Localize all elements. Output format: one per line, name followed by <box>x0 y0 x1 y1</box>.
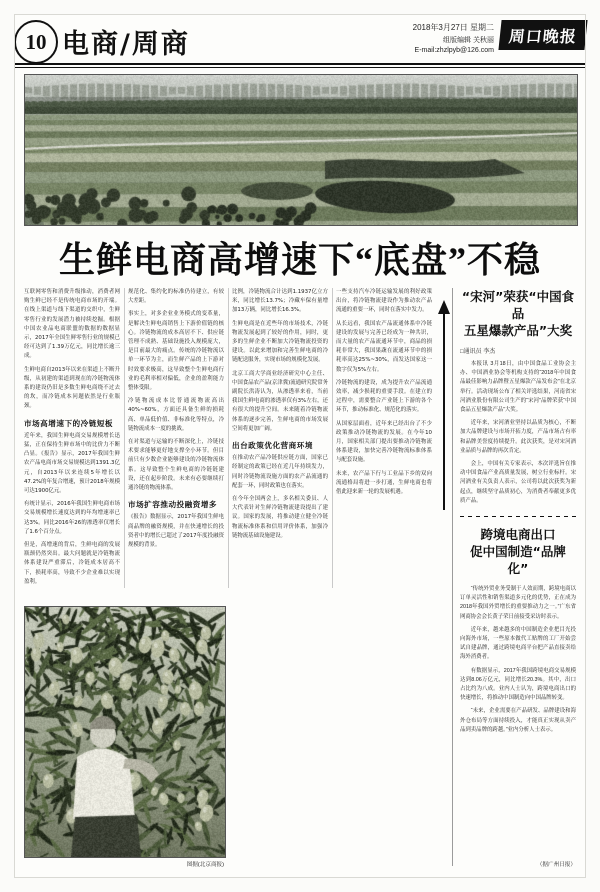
article-column <box>232 288 328 545</box>
page-number: 10 <box>14 20 58 64</box>
sidebar-paragraph: 本报讯 3月18日，由中国食品工业协会主办、中国酒业协会等机构支持的“2018年中国食品最佳影响力品牌暨五星爆款产品发布会”在北京举行。活动现场公布了相关评选结果，河南省宋河酒业股份有限公司生产的“宋河”品牌荣获“中国食品五星爆款产品”大奖。 <box>460 361 576 414</box>
contact-email: E-mail:zhzlpyb@126.com <box>414 47 494 54</box>
masthead-rule <box>14 63 586 65</box>
sidebar-article-2 <box>460 526 576 735</box>
sidebar2-body <box>460 585 576 735</box>
article-paragraph: 《报告》数据显示，2017年我国生鲜电商品牌的融资规模，并在快速增长的投资者中的增长已超过了2017年度投融资规模的背景。 <box>128 514 224 549</box>
article-paragraph: 在对渠道与运输的不断深化上，冷链技术要求能够更好地支撑全小环节。但目前只有少数企业能够建设的冷链物流体系。这导致整个生鲜电商的冷链链建设，还在起步阶段。未来有必要继续打通冷链的物流体系。 <box>128 439 224 492</box>
sidebar-paragraph: 有数据显示，2017年我国跨境电商交易规模达到8.06万亿元，同比增长20.3%。其中，出口占比约为八成。业内人士认为，跨境电商出口的快速增长，将推动中国制造向中国品牌转变。 <box>460 667 576 702</box>
headline-part-2: 不稳 <box>467 240 542 281</box>
column-divider <box>124 288 125 588</box>
headline-part-1: 生鲜电商高增速下 <box>58 240 355 281</box>
sidebar-article-1 <box>460 288 576 506</box>
article-paragraph: 近年来，我国生鲜电商交易规模增长迅猛，正在保持生鲜市场中的比价力不断凸显。《报告》显示，2017年我国生鲜农产品电商市场交易规模达到1391.3亿元，自2013年以来连续5年增长以47.2%的年复合增速，预计2018年规模可达1900亿元。 <box>24 432 120 495</box>
article-paragraph: 规范化、集约化的标准仍待建立，有较大差距。 <box>128 289 224 305</box>
sidebar-paragraph: 会上，中国有关专家表示，本次评选旨在推动中国食品产业高质量发展，树立行业标杆。宋河酒业有关负责人表示，公司将以此次获奖为新起点，继续坚守品质初心，为消费者奉献更多优质产品。 <box>460 461 576 504</box>
article-paragraph: 生鲜电商自2013年以来在渠道上不断升级，从初建的渠道到现在的冷链物流体系的建设仍旧是多数生鲜电商绕不过去的坎，而冷链成本问题依然是行业瓶颈。 <box>24 366 120 410</box>
masthead <box>14 20 586 64</box>
article-subheading: 市场扩容推动投融资增多 <box>128 500 218 510</box>
article-paragraph: 在今年全国两会上，多名相关委员、人大代表针对生鲜冷链物流建设提出了建议。国家的发展，将推动建立健全冷链物流标准体系和信用评价体系，加强冷链物流基础设施建设。 <box>232 496 328 539</box>
article-paragraph: 未来，农产品下行与工业品下乡的双向流通格局将进一步打通，生鲜电商也将借此迎来新一轮的发展机遇。 <box>336 470 432 496</box>
article-column <box>128 288 224 554</box>
rail-divider <box>452 288 453 866</box>
column-divider <box>332 288 333 588</box>
sidebar-paragraph: “传统外贸业务受制于人效而期，跨境电商以订单灵活性和销售渠道多元化的优势，正在成为2018年我国外贸增长的重要推动力之一。”广东省网商协会会长黄子荣日前接受采访时表示。 <box>460 586 576 620</box>
sidebar-byline: □通讯员 李杰 <box>460 349 496 355</box>
sidebar <box>460 288 576 739</box>
sidebar-paragraph: 近年来，宋河酒业坚持以品质为核心，不断加大品牌建设与市场开拓力度，产品市场占有率和品牌美誉度持续提升。此次获奖，是对宋河酒业品质与品牌的再次肯定。 <box>460 420 576 454</box>
masthead-rule-thin <box>14 67 586 68</box>
sidebar-body <box>460 360 576 506</box>
article-paragraph: 比例，冷链物流合计达到1.1937亿立方米，同比增长13.7%；冷藏车保有量增加13万辆，同比增长16.3%。 <box>232 289 328 314</box>
sidebar2-title-line2: 促中国制造“品牌化” <box>470 544 566 577</box>
sidebar-title-line1: “宋河”荣获“中国食品 <box>461 289 575 321</box>
article-paragraph: 在推动农产品冷链供应链方面，国家已经制定的政策已经在近几年持续发力，同时冷链物流设施方面的农产品流通的配套一环，同时政策也在落实。 <box>232 455 328 489</box>
source-caption: （据广州日报） <box>536 862 576 868</box>
article-paragraph: 冷链物流的建设，成为提升农产品流通效率，减少损耗的重要手段。在建立的过程中，需要整合产业链上下游的各个环节，推动标准化、规范化的落实。 <box>336 379 432 414</box>
photo-caption: 图据(北京商报) <box>186 862 224 868</box>
article-paragraph: 有统计显示，2016年我国生鲜电商市场交易规模增长速度达到的年均增速率已达3%。同比2016年26的渗透率仅增长了1.6个百分点。 <box>24 501 120 535</box>
sidebar-paragraph: 近年来，越来越多的中国制造企业把目光投向海外市场，一些原本做代工贴牌的工厂开始尝试自建品牌，通过跨境电商平台把产品直接卖给海外消费者。 <box>460 626 576 661</box>
article-paragraph: 北京工商大学商业经济研究中心主任、中国食品农产品(京津冀)流通研究院常务副院长洪涛认为，从渗透率来看，当前我国生鲜电商的渗透率仅有3%左右，还有很大的提升空间。未来随着冷链物流体系的逐步完善，生鲜电商的市场发展空间将更加广阔。 <box>232 370 328 432</box>
sidebar2-title-line1: 跨境电商出口 <box>480 527 556 543</box>
article-paragraph: 从国家层面看，近年来已经出台了不少政策推动冷链物流的发展。在今年10月，国家相关部门提出要推动冷链物流体系建设，加快完善冷链物流标准体系与配套设施。 <box>336 420 432 464</box>
orchard-photo <box>24 606 226 858</box>
headline-quote-close: ” <box>448 240 467 280</box>
article-column <box>336 288 432 501</box>
headline-quoted: 底盘 <box>373 240 448 281</box>
section-title: 电商/周商 <box>62 29 190 60</box>
article-paragraph: 但是，高增速的背后，生鲜电商的发展瓶颈仍然突出。最大问题就是冷链物流体系建设严重滞后，冷链成本居高不下，损耗率高，导致不少企业难以实现盈利。 <box>24 542 120 585</box>
article-body <box>24 288 576 866</box>
article-paragraph: 冷链物流成本比普通流物流高出40%~60%，方面还具备生鲜的损耗高、单品低价值、非标准化等特点，冷链物流成本一度的挑战。 <box>128 398 224 432</box>
article-paragraph: 互联网零售和消费升级推动，消费者网购生鲜已经不是传统电商市场的开端。在线上渠道与线下渠道的交织中，生鲜零售行业的发展潜力被持续挖掘。根据中国农业品电商联盟的数据的数据显示，2017年全国生鲜零售行业的规模已经可达到了1.39万亿元，同比增长逾三成。 <box>24 289 120 360</box>
page-title <box>24 232 576 283</box>
article-subheading: 市场高增速下的冷链短板 <box>24 418 114 428</box>
article-column <box>24 288 120 591</box>
paper-logo: 周口晚报 <box>498 20 587 50</box>
hero-photo <box>24 74 578 226</box>
sidebar-paragraph: “未来，企业需要在产品研发、品牌建设和海外仓布局等方面持续投入，才能真正实现从卖产品到卖品牌的跨越。”业内分析人士表示。 <box>460 708 576 733</box>
article-subheading: 出台政策优化营商环境 <box>232 441 313 451</box>
article-paragraph: 事实上，对多企业业务模式的变革量，是解决生鲜电商销售上下游价值链的核心。冷链物流的成本高居不下、供应链管理不成熟、基础设施投入规模庞大，是目前最大的痛点。传统的冷链物流以单一环节为主，而生鲜产品的上下游对时效要求极高，这导致整个生鲜电商行业的毛利率相对偏低，企业的盈利能力整体受限。 <box>128 311 224 392</box>
editor-credit: 组版编辑 关秋丽 <box>443 37 494 44</box>
article-paragraph: 生鲜电商是在近些年的市场技术，冷链物流发展起到了较好的作用，同时，更多的生鲜企业不断加大冷链物流投资的建设。以此来增加和完善生鲜电商的冷链配送服务，实现市场的规模化发展。 <box>232 320 328 364</box>
article-paragraph: 一些支持汽车冷链运输发展的利好政策出台，将冷链物流建设作为推动农产品流通的重要一环，同时在落实中发力。 <box>336 289 432 314</box>
article-paragraph: 从长远看，我国农产品流通体系中冷链建设的发展与完善已经成为一种共识，而大量的农产品流通环节中，商品的损耗非常大，我国果蔬在流通环节中的损耗率高达25%~30%，而发达国家这一数字仅为5%左右。 <box>336 320 432 373</box>
sidebar-title-line2: 五星爆款产品”大奖 <box>463 323 573 338</box>
publish-date: 2018年3月27日 星期二 <box>412 23 494 32</box>
sidebar-separator <box>460 516 576 517</box>
column-divider <box>228 288 229 588</box>
masthead-right <box>326 20 586 64</box>
headline-quote-open: “ <box>354 240 374 280</box>
